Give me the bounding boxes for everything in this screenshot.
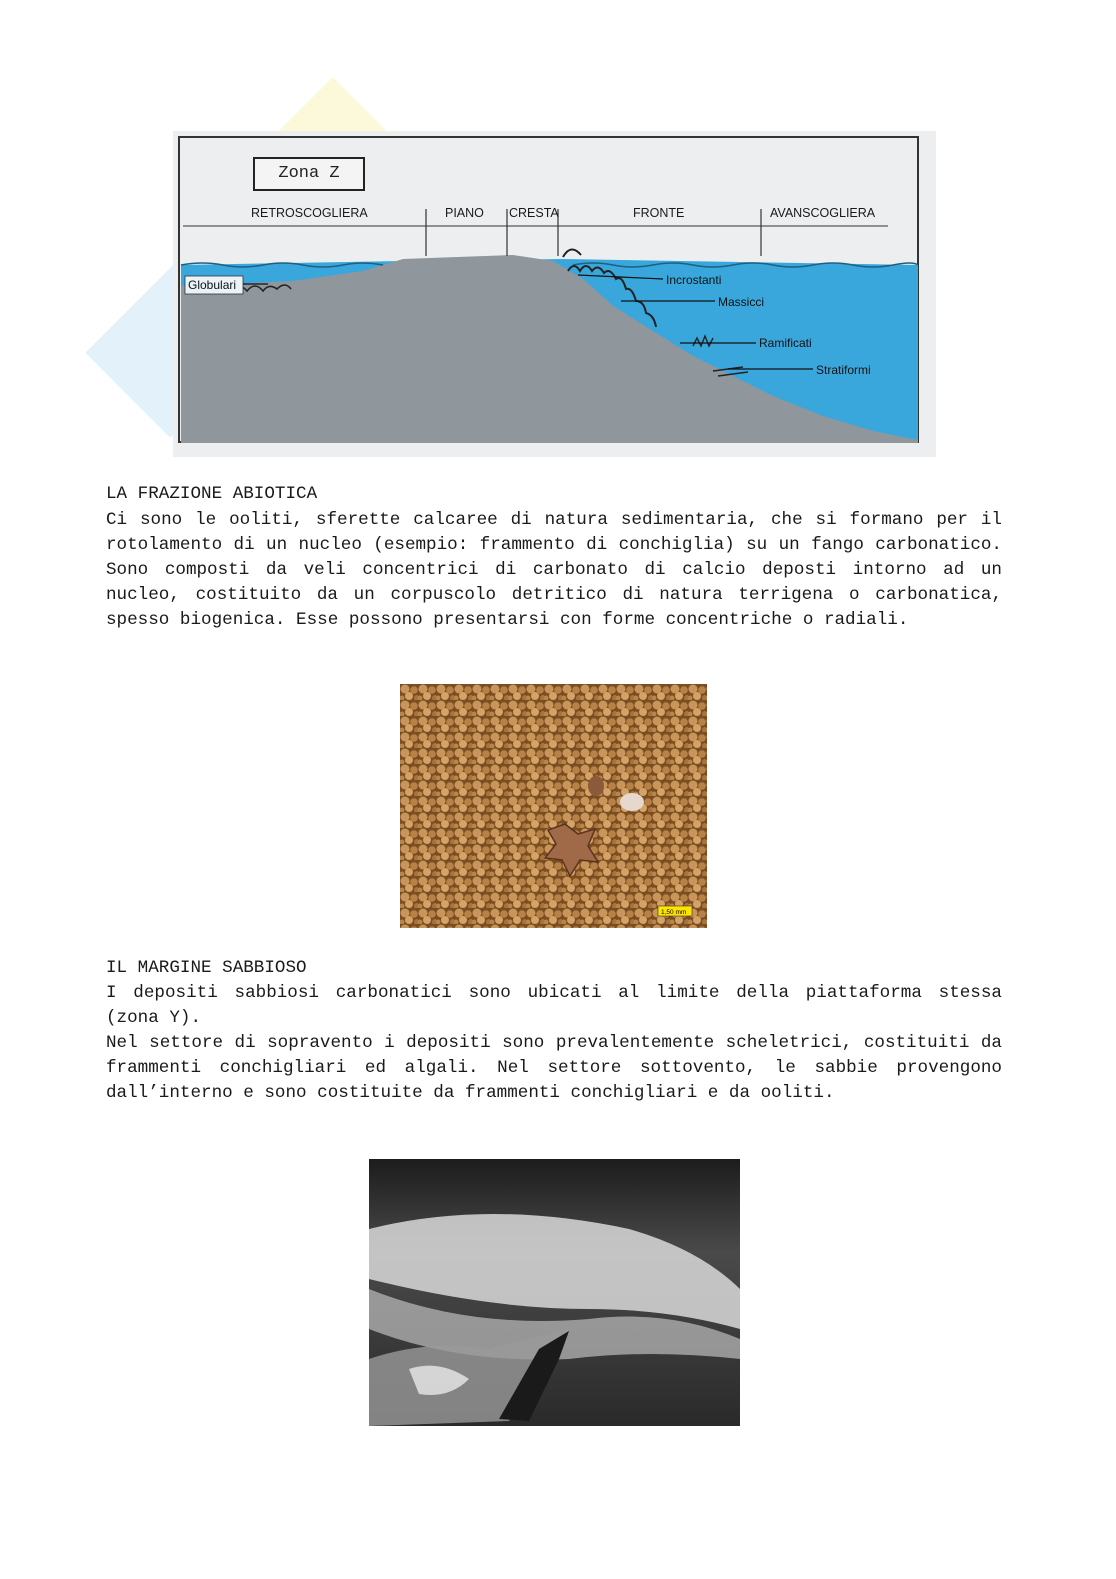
zone-label-piano: PIANO: [445, 206, 484, 220]
zone-label-avanscogliera: AVANSCOGLIERA: [770, 206, 876, 220]
zone-label-retroscogliera: RETROSCOGLIERA: [251, 206, 368, 220]
paragraph-depositi-sabbiosi: I depositi sabbiosi carbonatici sono ubicati al limite della piattaforma stessa (zona Y).: [106, 983, 1002, 1028]
ooliti-microscope-photo: [400, 684, 707, 928]
heading-margine-sabbioso: IL MARGINE SABBIOSO: [106, 958, 307, 978]
label-stratiformi: Stratiformi: [816, 363, 871, 377]
label-incrostanti: Incrostanti: [666, 273, 722, 287]
paragraph-ooliti: Ci sono le ooliti, sferette calcaree di natura sedimentaria, che si formano per il rotolamento di un nucleo (esempio: frammento di conchiglia) su un fango carbonatico. Sono composti da veli concentrici di carbonato di calcio deposti intorno ad un nucleo, costituito da un corpuscolo detritico di natura terrigena o carbonatica, spesso biogenica. Esse possono presentarsi con forme concentriche o radiali.: [106, 510, 1002, 630]
ooliti-photo-svg: [400, 684, 707, 928]
label-ramificati: Ramificati: [759, 336, 812, 350]
sand-margin-aerial-photo: [369, 1159, 740, 1426]
ooliti-scale-label: 1,50 mm: [661, 909, 687, 916]
paragraph-sopravento-sottovento: Nel settore di sopravento i depositi sono prevalentemente scheletrici, costituiti da frammenti conchigliari ed algali. Nel settore sottovento, le sabbie provengono dall’interno e sono costituite da frammenti conchigliari e da ooliti.: [106, 1033, 1002, 1103]
label-massicci: Massicci: [718, 295, 765, 309]
reef-profile-diagram: [173, 131, 936, 457]
zona-z-box: Zona Z: [253, 157, 365, 191]
zone-label-fronte: FRONTE: [633, 206, 685, 220]
label-globulari: Globulari: [188, 278, 237, 292]
zone-label-cresta: CRESTA: [509, 206, 559, 220]
sand-photo-svg: [369, 1159, 740, 1426]
heading-frazione-abiotica: LA FRAZIONE ABIOTICA: [106, 484, 318, 504]
